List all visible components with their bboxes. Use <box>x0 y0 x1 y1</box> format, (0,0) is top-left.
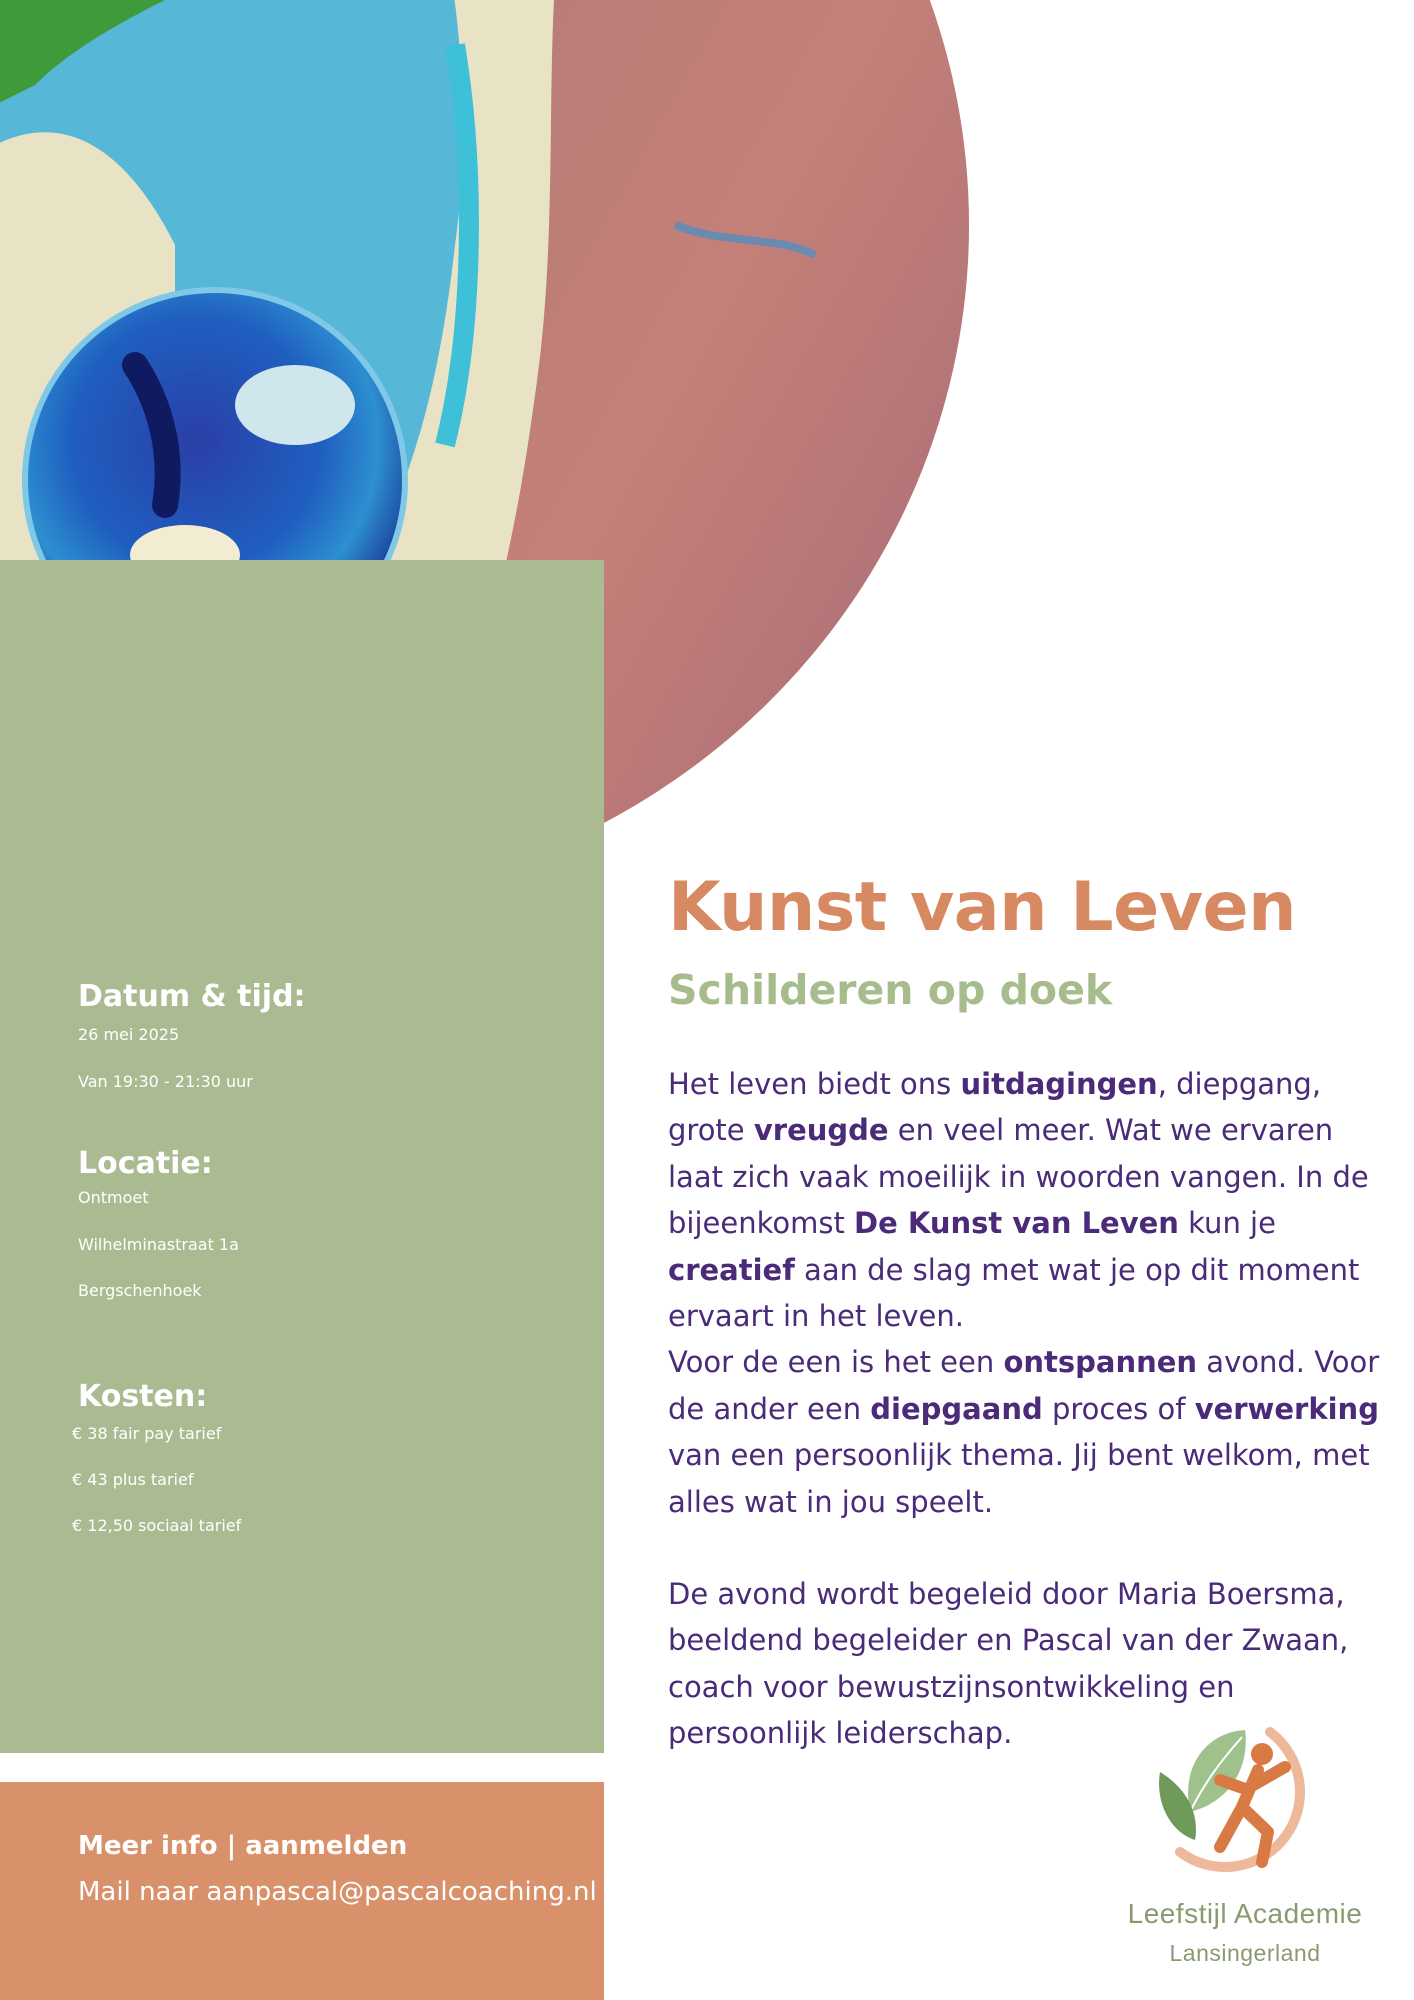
body-text: Het leven biedt ons <box>668 1067 961 1101</box>
location-name: Ontmoet <box>78 1188 149 1207</box>
page-subtitle: Schilderen op doek <box>668 966 1113 1014</box>
emphasis-text: uitdagingen <box>960 1067 1158 1101</box>
emphasis-text: diepgaand <box>870 1391 1043 1426</box>
emphasis-text: creatief <box>668 1252 795 1287</box>
contact-email[interactable]: Mail naar aanpascal@pascalcoaching.nl <box>78 1877 597 1907</box>
more-info-label: Meer info | aanmelden <box>78 1831 408 1861</box>
description-paragraph-2 <box>668 1339 1388 1525</box>
cost-item: € 12,50 sociaal tarief <box>72 1516 242 1535</box>
location-city: Bergschenhoek <box>78 1281 202 1300</box>
time-value: Van 19:30 - 21:30 uur <box>78 1072 253 1091</box>
body-text: proces of <box>1042 1391 1195 1426</box>
body-text: avond. Voor de ander een <box>668 1345 1380 1426</box>
leaf-and-person-icon <box>1150 1712 1330 1888</box>
date-value: 26 mei 2025 <box>78 1025 180 1044</box>
location-label <box>78 1146 213 1181</box>
body-text: kun je <box>1178 1206 1276 1241</box>
page-title: Kunst van Leven <box>668 868 1297 947</box>
location-street: Wilhelminastraat 1a <box>78 1235 239 1254</box>
body-text: aan de slag met wat je op dit moment ervaart in het leven. <box>668 1252 1360 1334</box>
logo-name: Leefstijl Academie <box>1127 1898 1363 1929</box>
body-text: Voor de een is het een <box>668 1345 1004 1380</box>
costs-label <box>78 1379 207 1414</box>
costs-label-text: Kosten: <box>78 1379 208 1414</box>
body-text: , diepgang, grote <box>668 1067 1322 1148</box>
description-paragraph-3: De avond wordt begeleid door Maria Boersma, beeldend begeleider en Pascal van der Zwaan, coach voor bewustzijnsontwikkeling en persoonlijk leiderschap. <box>668 1577 1349 1751</box>
emphasis-text: De Kunst van Leven <box>854 1206 1179 1241</box>
body-text: en veel meer. Wat we ervaren laat zich vaak moeilijk in woorden vangen. In de bijeenkomst <box>668 1113 1369 1241</box>
emphasis-text: vreugde <box>753 1113 889 1148</box>
body-text: van een persoonlijk thema. Jij bent welkom, met alles wat in jou speelt. <box>668 1438 1370 1519</box>
description-paragraph-1 <box>668 1061 1388 1339</box>
date-label-text: Datum & tijd: <box>78 979 306 1014</box>
logo-place: Lansingerland <box>1169 1940 1321 1966</box>
cost-item: € 38 fair pay tarief <box>72 1424 222 1443</box>
emphasis-text: ontspannen <box>1003 1345 1198 1380</box>
cost-item: € 43 plus tarief <box>72 1470 194 1489</box>
date-label <box>78 979 306 1014</box>
location-label-text: Locatie: <box>78 1146 213 1181</box>
description <box>668 1061 1388 1757</box>
emphasis-text: verwerking <box>1194 1391 1379 1426</box>
